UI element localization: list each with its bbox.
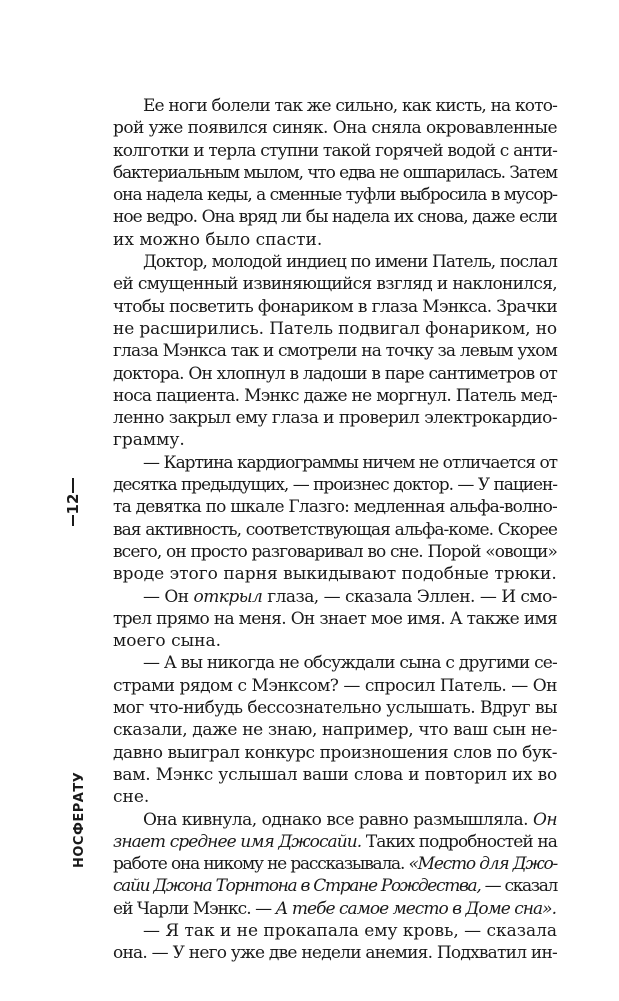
- text-line: мог что-нибудь бессознательно услышать. Вдруг вы: [113, 698, 557, 719]
- text-line: моего сына.: [113, 631, 221, 652]
- text-line: десятка предыдущих, — произнес доктор. — У пациен-: [113, 475, 557, 496]
- text-line: — Я так и не прокапала ему кровь, — сказала: [143, 920, 557, 941]
- text-line: [113, 853, 557, 875]
- text-line: всего, он просто разговаривал во сне. Порой «овощи»: [113, 541, 557, 562]
- text-line: чтобы посветить фонариком в глаза Мэнкса. Зрачки: [113, 296, 557, 317]
- running-head-text: НОСФЕРАТУ: [72, 771, 87, 868]
- text-line: вая активность, соответствующая альфа-коме. Скорее: [113, 519, 557, 540]
- text-line: вроде этого парня выкидывают подобные трюки.: [113, 564, 557, 585]
- italic-span: открыл: [193, 586, 263, 607]
- text-line: — Картина кардиограммы ничем не отличается от: [143, 452, 557, 473]
- text-line: ленно закрыл ему глаза и проверил электрокардио-: [113, 408, 557, 429]
- text-line: Доктор, молодой индиец по имени Патель, послал: [143, 252, 557, 273]
- text-line: [113, 586, 557, 608]
- text-span: ей Чарли Мэнкс. —: [113, 898, 276, 919]
- text-line: [113, 809, 557, 831]
- text-line: колготки и терла ступни такой горячей водой с анти-: [113, 140, 557, 161]
- page-number: 12: [64, 493, 82, 515]
- text-span: Таких подробностей на: [361, 831, 557, 852]
- text-line: Ее ноги болели так же сильно, как кисть, на кото-: [143, 96, 557, 116]
- text-line: она. — У него уже две недели анемия. Подхватил ин-: [113, 943, 557, 964]
- text-line: носа пациента. Мэнкс даже не моргнул. Патель мед-: [113, 385, 557, 406]
- italic-span: сайи Джона Торнтона в Стране Рождества, —: [113, 876, 501, 897]
- text-line: она надела кеды, а сменные туфли выбросила в мусор-: [113, 185, 557, 206]
- italic-span: «Место для Джо-: [408, 854, 557, 875]
- text-line: глаза Мэнкса так и смотрели на точку за левым ухом: [113, 341, 557, 362]
- text-span: — Он: [143, 586, 194, 607]
- text-line: рой уже появился синяк. Она сняла окровавленные: [113, 118, 557, 139]
- text-line: бактериальным мылом, что едва не ошпарилась. Затем: [113, 162, 557, 183]
- body-text: [113, 95, 557, 965]
- italic-span: знает среднее имя Джосайи.: [113, 831, 362, 852]
- text-line: ей смущенный извиняющийся взгляд и наклонился,: [113, 274, 557, 295]
- text-span: сказал: [500, 876, 557, 897]
- text-line: [113, 875, 557, 897]
- text-line: [113, 831, 557, 853]
- text-line: не расширились. Патель подвигал фонариком, но: [113, 318, 557, 339]
- text-span: Она кивнула, однако все равно размышляла.: [143, 809, 533, 830]
- text-line: трел прямо на меня. Он знает мое имя. А также имя: [113, 608, 557, 629]
- text-line: сказали, даже не знаю, например, что ваш сын не-: [113, 720, 557, 741]
- italic-span: Он: [532, 809, 557, 830]
- italic-span: А тебе самое место в Доме сна».: [275, 898, 557, 919]
- page-number-block: [62, 478, 84, 526]
- text-line: их можно было спасти.: [113, 229, 323, 250]
- text-span: работе она никому не рассказывала.: [113, 854, 409, 875]
- text-line: давно выиграл конкурс произношения слов по бук-: [113, 742, 557, 763]
- text-span: глаза, — сказала Эллен. — И смо-: [262, 586, 557, 607]
- text-line: доктора. Он хлопнул в ладоши в паре сантиметров от: [113, 363, 557, 384]
- text-line: вам. Мэнкс услышал ваши слова и повторил их во: [113, 764, 557, 785]
- text-line: грамму.: [113, 430, 185, 451]
- text-line: — А вы никогда не обсуждали сына с другими се-: [143, 653, 557, 674]
- text-line: ное ведро. Она вряд ли бы надела их снова, даже если: [113, 207, 557, 228]
- text-line: та девятка по шкале Глазго: медленная альфа-волно-: [113, 497, 557, 518]
- text-line: сне.: [113, 787, 150, 808]
- text-line: страми рядом с Мэнксом? — спросил Патель. — Он: [113, 675, 557, 696]
- text-line: [113, 898, 557, 920]
